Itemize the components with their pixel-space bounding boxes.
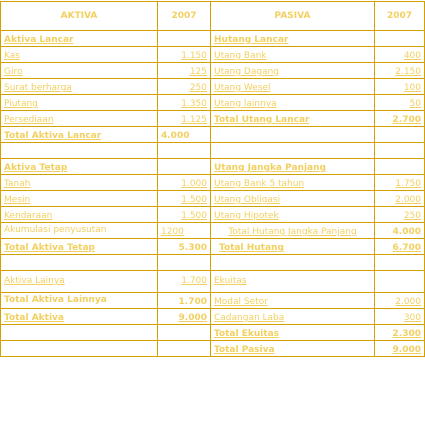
table-row — [1, 207, 425, 223]
aktiva-value: 250 — [158, 79, 211, 95]
aktiva-label: Persediaan — [1, 111, 158, 127]
aktiva-value: 1.000 — [158, 175, 211, 191]
table-row — [1, 239, 425, 255]
total-aktiva-label: Total Aktiva — [1, 309, 158, 325]
pasiva-value: 400 — [375, 47, 425, 63]
pasiva-label: Utang Obligasi — [211, 191, 375, 207]
pasiva-label: Utang Bank 5 tahun — [211, 175, 375, 191]
total-ekuitas-label: Total Ekuitas — [211, 325, 375, 341]
total-ekuitas-value: 2.300 — [375, 325, 425, 341]
aktiva-value — [158, 159, 211, 175]
table-row — [1, 255, 425, 271]
pasiva-label: Utang Wesel — [211, 79, 375, 95]
table-row — [1, 309, 425, 325]
header-pasiva: PASIVA — [211, 2, 375, 31]
aktiva-value: 1.700 — [158, 271, 211, 293]
pasiva-value: 300 — [375, 309, 425, 325]
pasiva-value: 2.150 — [375, 63, 425, 79]
pasiva-label — [211, 255, 375, 271]
table-row — [1, 31, 425, 47]
aktiva-value: 1200 — [158, 223, 211, 239]
pasiva-label: Utang Hipotek — [211, 207, 375, 223]
table-row — [1, 63, 425, 79]
table-row — [1, 341, 425, 357]
table-row — [1, 159, 425, 175]
pasiva-value — [375, 143, 425, 159]
total-aktiva-lancar-label: Total Aktiva Lancar — [1, 127, 158, 143]
header-aktiva: AKTIVA — [1, 2, 158, 31]
pasiva-value — [375, 127, 425, 143]
pasiva-label — [211, 143, 375, 159]
total-aktiva-lancar-value: 4.000 — [158, 127, 211, 143]
table-row — [1, 79, 425, 95]
table-row — [1, 127, 425, 143]
aktiva-label — [1, 341, 158, 357]
section-hutang-lancar: Hutang Lancar — [211, 31, 375, 47]
pasiva-value — [375, 159, 425, 175]
table-row — [1, 175, 425, 191]
aktiva-label — [1, 143, 158, 159]
pasiva-value: 250 — [375, 207, 425, 223]
table-row — [1, 143, 425, 159]
total-utang-lancar-label: Total Utang Lancar — [211, 111, 375, 127]
total-aktiva-lainnya-label: Total Aktiva Lainnya — [1, 293, 158, 309]
aktiva-label: Kas — [1, 47, 158, 63]
aktiva-label: Giro — [1, 63, 158, 79]
pasiva-label: Utang Bank — [211, 47, 375, 63]
aktiva-value: 1.350 — [158, 95, 211, 111]
table-row — [1, 223, 425, 239]
total-hutang-label: Total Hutang — [211, 239, 375, 255]
pasiva-value: 4.000 — [375, 223, 425, 239]
aktiva-label: Aktiva Lainya — [1, 271, 158, 293]
aktiva-value: 1.500 — [158, 207, 211, 223]
pasiva-value: 2.000 — [375, 293, 425, 309]
aktiva-value — [158, 143, 211, 159]
aktiva-label: Kendaraan — [1, 207, 158, 223]
pasiva-value — [375, 31, 425, 47]
aktiva-value — [158, 31, 211, 47]
aktiva-value: 1.500 — [158, 191, 211, 207]
aktiva-value — [158, 325, 211, 341]
section-aktiva-lancar: Aktiva Lancar — [1, 31, 158, 47]
pasiva-label: Total Hutang Jangka Panjang — [211, 223, 375, 239]
pasiva-label: Utang Dagang — [211, 63, 375, 79]
balance-sheet-table — [0, 1, 425, 357]
section-aktiva-tetap: Aktiva Tetap — [1, 159, 158, 175]
pasiva-value: 2.000 — [375, 191, 425, 207]
aktiva-value — [158, 341, 211, 357]
aktiva-label: Mesin — [1, 191, 158, 207]
table-row — [1, 293, 425, 309]
total-pasiva-value: 9.000 — [375, 341, 425, 357]
pasiva-label: Ekuitas — [211, 271, 375, 293]
aktiva-label — [1, 325, 158, 341]
header-year-left: 2007 — [158, 2, 211, 31]
pasiva-value: 1.750 — [375, 175, 425, 191]
aktiva-label: Tanah — [1, 175, 158, 191]
table-row — [1, 47, 425, 63]
aktiva-value: 1.125 — [158, 111, 211, 127]
pasiva-label — [211, 127, 375, 143]
header-row — [1, 2, 425, 31]
pasiva-value: 50 — [375, 95, 425, 111]
aktiva-value — [158, 255, 211, 271]
total-aktiva-value: 9.000 — [158, 309, 211, 325]
header-year-right: 2007 — [375, 2, 425, 31]
pasiva-label: Cadangan Laba — [211, 309, 375, 325]
table-row — [1, 191, 425, 207]
table-row — [1, 325, 425, 341]
total-aktiva-tetap-label: Total Aktiva Tetap — [1, 239, 158, 255]
total-aktiva-lainnya-value: 1.700 — [158, 293, 211, 309]
aktiva-label: Akumulasi penyusutan — [1, 223, 158, 239]
pasiva-value: 100 — [375, 79, 425, 95]
total-pasiva-label: Total Pasiva — [211, 341, 375, 357]
table-row — [1, 271, 425, 293]
aktiva-value: 125 — [158, 63, 211, 79]
section-utang-jangka-panjang: Utang Jangka Panjang — [211, 159, 375, 175]
pasiva-value — [375, 255, 425, 271]
total-utang-lancar-value: 2.700 — [375, 111, 425, 127]
table-row — [1, 95, 425, 111]
total-hutang-value: 6.700 — [375, 239, 425, 255]
pasiva-label: Modal Setor — [211, 293, 375, 309]
aktiva-label — [1, 255, 158, 271]
total-aktiva-tetap-value: 5.300 — [158, 239, 211, 255]
aktiva-label: Surat berharga — [1, 79, 158, 95]
pasiva-value — [375, 271, 425, 293]
aktiva-label: Piutang — [1, 95, 158, 111]
aktiva-value: 1.150 — [158, 47, 211, 63]
table-row — [1, 111, 425, 127]
pasiva-label: Utang lainnya — [211, 95, 375, 111]
